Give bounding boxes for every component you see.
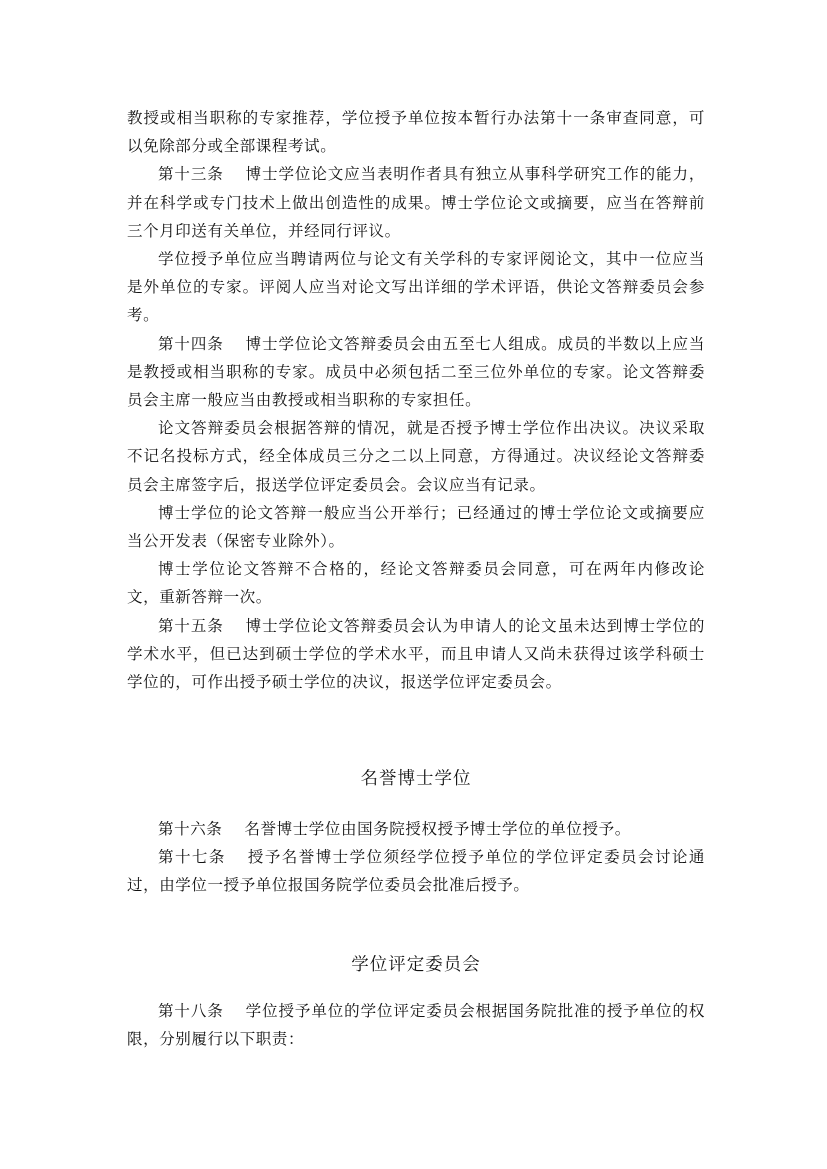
- article-15-paragraph: [127, 612, 705, 697]
- article-number: 第十七条: [158, 848, 226, 867]
- paragraph: 教授或相当职称的专家推荐，学位授予单位按本暂行办法第十一条审查同意，可以免除部分或全部课程考试。: [127, 109, 705, 156]
- article-text: 博士学位论文应当表明作者具有独立从事科学研究工作的能力，并在科学或专门技术上做出创造性的成果。博士学位论文或摘要，应当在答辩前三个月印送有关单位，并经同行评议。: [127, 165, 705, 240]
- article-text: 博士学位论文答辩委员会由五至七人组成。成员的半数以上应当是教授或相当职称的专家。成员中必须包括二至三位外单位的专家。论文答辩委员会主席一般应当由教授或相当职称的专家担任。: [127, 334, 705, 410]
- section-heading-honorary-doctorate: 名誉博士学位: [360, 769, 472, 789]
- article-18-paragraph: [127, 997, 705, 1053]
- article-text: 博士学位论文答辩委员会认为申请人的论文虽未达到博士学位的学术水平，但已达到硕士学位的学术水平，而且申请人又尚未获得过该学科硕士学位的，可作出授予硕士学位的决议，报送学位评定委员会。: [127, 616, 705, 692]
- paragraph: 博士学位论文答辩不合格的，经论文答辩委员会同意，可在两年内修改论文，重新答辩一次。: [127, 560, 705, 607]
- article-text: 授予名誉博士学位须经学位授予单位的学位评定委员会讨论通过，由学位一授予单位报国务院学位委员会批准后授予。: [127, 848, 705, 895]
- body-block-2: [127, 815, 705, 900]
- article-number: 第十三条: [158, 165, 224, 184]
- article-number: 第十八条: [158, 1002, 224, 1020]
- section-heading-degree-committee: 学位评定委员会: [351, 955, 481, 975]
- article-17-paragraph: [127, 843, 705, 899]
- article-number: 第十五条: [158, 616, 224, 635]
- article-number: 第十四条: [158, 334, 224, 353]
- body-block-3: [127, 997, 705, 1053]
- article-13-paragraph: [127, 160, 705, 245]
- paragraph: 博士学位的论文答辩一般应当公开举行；已经通过的博士学位论文或摘要应当公开发表（保密专业除外）。: [127, 503, 705, 551]
- paragraph: 论文答辩委员会根据答辩的情况，就是否授予博士学位作出决议。决议采取不记名投标方式，经全体成员三分之二以上同意，方得通过。决议经论文答辩委员会主席签字后，报送学位评定委员会。会议应当有记录。: [127, 419, 705, 494]
- paragraph: 学位授予单位应当聘请两位与论文有关学科的专家评阅论文，其中一位应当是外单位的专家。评阅人应当对论文写出详细的学术评语，供论文答辩委员会参考。: [127, 250, 705, 325]
- article-number: 第十六条: [158, 820, 223, 838]
- body-block-1: [127, 104, 705, 696]
- article-text: 学位授予单位的学位评定委员会根据国务院批准的授予单位的权限，分别履行以下职责：: [127, 1002, 705, 1049]
- article-16-paragraph: [127, 815, 705, 843]
- article-text: 名誉博士学位由国务院授权授予博士学位的单位授予。: [244, 820, 631, 838]
- article-14-paragraph: [127, 330, 705, 415]
